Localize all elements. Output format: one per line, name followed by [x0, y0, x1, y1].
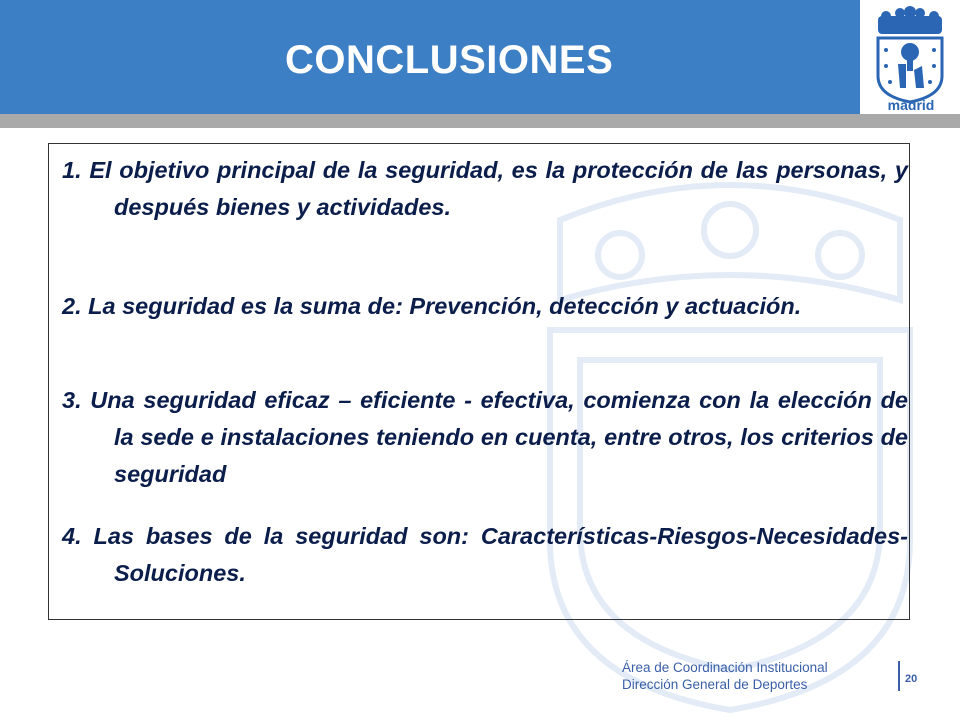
- footer-line-2: Dirección General de Deportes: [622, 677, 808, 692]
- item-text: La seguridad es la suma de: Prevención, detección y actuación.: [88, 293, 802, 319]
- item-number: 4.: [62, 523, 82, 549]
- logo-label: madrid: [887, 97, 935, 113]
- footer-line-1: Área de Coordinación Institucional: [622, 660, 828, 675]
- item-text: El objetivo principal de la seguridad, es la protección de las personas, y después bienes y actividades.: [89, 157, 908, 220]
- item-text: Las bases de la seguridad son: Características-Riesgos-Necesidades-Soluciones.: [93, 523, 908, 586]
- list-item: [62, 152, 908, 226]
- item-number: 3.: [62, 387, 82, 413]
- list-item: [62, 518, 908, 592]
- item-number: 2.: [62, 293, 82, 319]
- item-text: Una seguridad eficaz – eficiente - efectiva, comienza con la elección de la sede e instalaciones teniendo en cuenta, entre otros, los criterios de seguridad: [90, 387, 908, 487]
- list-item: [62, 288, 908, 325]
- header-divider-bar: [0, 114, 960, 128]
- footer-department: [622, 659, 828, 693]
- footer-divider: [898, 661, 900, 691]
- list-item: [62, 382, 908, 493]
- page-number: 20: [905, 673, 918, 685]
- item-number: 1.: [62, 157, 82, 183]
- page-title: CONCLUSIONES: [285, 38, 614, 82]
